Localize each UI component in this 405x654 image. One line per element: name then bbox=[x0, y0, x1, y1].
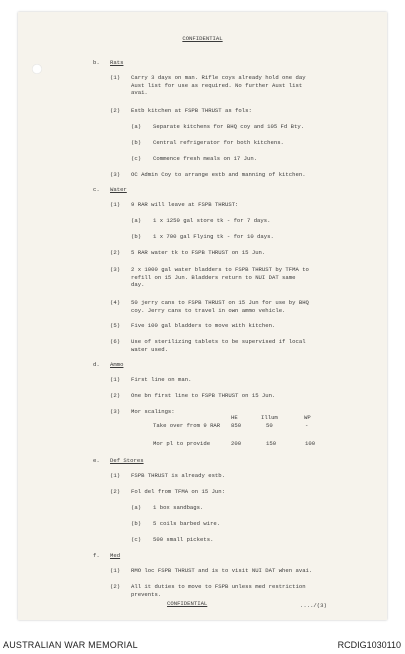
subitem-text: 5 coils barbed wire. bbox=[153, 520, 221, 527]
item-number: (6) bbox=[110, 338, 121, 345]
table-row-label: Take over from 9 RAR bbox=[153, 422, 221, 429]
archive-footer bbox=[0, 634, 405, 654]
subitem-text: Central refrigerator for both kitchens. bbox=[153, 139, 284, 146]
item-text: refill on 15 Jun. Bladders return to NUI DAT same bbox=[131, 273, 296, 281]
table-header-wp: WP bbox=[304, 414, 311, 421]
item-number: (2) bbox=[110, 488, 121, 495]
item-number: (1) bbox=[110, 567, 121, 574]
document-page bbox=[18, 12, 387, 620]
item-number: (2) bbox=[110, 107, 121, 114]
section-heading-med: Med bbox=[110, 552, 121, 559]
item-number: (1) bbox=[110, 376, 121, 383]
item-number: (3) bbox=[110, 266, 121, 273]
item-text: Mor scalings: bbox=[131, 408, 175, 415]
item-number: (2) bbox=[110, 392, 121, 399]
section-heading-water: Water bbox=[110, 186, 127, 193]
section-letter: d. bbox=[93, 361, 100, 368]
item-text: FSPB THRUST is already estb. bbox=[131, 472, 225, 479]
section-heading-ammo: Ammo bbox=[110, 361, 124, 368]
subitem-letter: (a) bbox=[131, 217, 142, 224]
item-text: RMO loc FSPB THRUST and is to visit NUI DAT when avai. bbox=[131, 567, 313, 574]
table-cell: 50 bbox=[266, 422, 273, 429]
archive-reference: RCDIG1030110 bbox=[337, 640, 401, 650]
item-number: (5) bbox=[110, 322, 121, 329]
item-number: (1) bbox=[110, 201, 121, 208]
subitem-text: Commence fresh meals on 17 Jun. bbox=[153, 155, 258, 162]
item-text: 9 RAR will leave at FSPB THRUST: bbox=[131, 201, 239, 208]
table-row-label: Mor pl to provide bbox=[153, 440, 211, 447]
table-cell: 150 bbox=[266, 440, 277, 447]
item-text: 50 jerry cans to FSPB THRUST on 15 Jun for use by BHQ bbox=[131, 299, 309, 306]
item-text: 2 x 1000 gal water bladders to FSPB THRUST by TFMA to bbox=[131, 266, 309, 273]
item-text: Fol del from TFMA on 15 Jun: bbox=[131, 488, 225, 495]
item-number: (1) bbox=[110, 472, 121, 479]
item-number: (3) bbox=[110, 171, 121, 178]
section-letter: b. bbox=[93, 59, 100, 66]
table-cell: 850 bbox=[231, 422, 242, 429]
punch-hole bbox=[32, 64, 42, 74]
subitem-text: 1 box sandbags. bbox=[153, 504, 204, 511]
item-text: OC Admin Coy to arrange estb and manning of kitchen. bbox=[131, 171, 306, 178]
table-header-he: HE bbox=[231, 414, 238, 421]
section-letter: e. bbox=[93, 457, 100, 464]
subitem-letter: (b) bbox=[131, 233, 142, 240]
section-heading-rats: Rats bbox=[110, 59, 124, 66]
item-number: (2) bbox=[110, 249, 121, 256]
item-text: Estb kitchen at FSPB THRUST as fols: bbox=[131, 107, 252, 114]
item-text: avai. bbox=[131, 89, 148, 96]
item-text: Use of sterilizing tablets to be supervised if local bbox=[131, 338, 306, 345]
item-text: day. bbox=[131, 281, 145, 288]
archive-name: AUSTRALIAN WAR MEMORIAL bbox=[3, 640, 138, 650]
section-letter: c. bbox=[93, 186, 100, 193]
subitem-text: 1 x 700 gal Flying tk - for 10 days. bbox=[153, 233, 274, 240]
item-text: All it duties to move to FSPB unless med restriction bbox=[131, 583, 306, 590]
item-text: One bn first line to FSPB THRUST on 15 Jun. bbox=[131, 392, 276, 399]
classification-header: CONFIDENTIAL bbox=[182, 35, 223, 42]
item-number: (3) bbox=[110, 408, 121, 415]
table-header-illum: Illum bbox=[261, 414, 278, 421]
item-number: (4) bbox=[110, 299, 121, 306]
item-number: (2) bbox=[110, 583, 121, 590]
table-cell: 100 bbox=[305, 440, 316, 447]
item-text: Carry 3 days on man. Rifle coys already hold one day bbox=[131, 74, 306, 81]
item-text: coy. Jerry cans to travel in own ammo vehicle. bbox=[131, 306, 286, 314]
section-heading-def-stores: Def Stores bbox=[110, 457, 144, 464]
subitem-letter: (c) bbox=[131, 536, 142, 543]
subitem-letter: (b) bbox=[131, 139, 142, 146]
subitem-letter: (a) bbox=[131, 123, 142, 130]
item-text: First line on man. bbox=[131, 376, 192, 383]
item-text: Five 100 gal bladders to move with kitchen. bbox=[131, 322, 276, 329]
item-number: (1) bbox=[110, 74, 121, 81]
subitem-letter: (c) bbox=[131, 155, 142, 162]
section-letter: f. bbox=[93, 552, 100, 559]
subitem-text: 500 small pickets. bbox=[153, 536, 214, 543]
classification-footer: CONFIDENTIAL bbox=[167, 600, 208, 607]
item-text: Aust list for use as required. No further Aust list bbox=[131, 81, 303, 89]
subitem-letter: (b) bbox=[131, 520, 142, 527]
item-text: prevents. bbox=[131, 590, 162, 598]
subitem-text: 1 x 1250 gal store tk - for 7 days. bbox=[153, 217, 271, 224]
subitem-text: Separate kitchens for BHQ coy and 105 Fd Bty. bbox=[153, 123, 305, 130]
page-continuation: ..../(3) bbox=[300, 602, 327, 609]
table-cell: - bbox=[305, 422, 309, 429]
item-text: 5 RAR water tk to FSPB THRUST on 15 Jun. bbox=[131, 249, 266, 256]
item-text: water used. bbox=[131, 345, 168, 353]
table-cell: 200 bbox=[231, 440, 242, 447]
subitem-letter: (a) bbox=[131, 504, 142, 511]
